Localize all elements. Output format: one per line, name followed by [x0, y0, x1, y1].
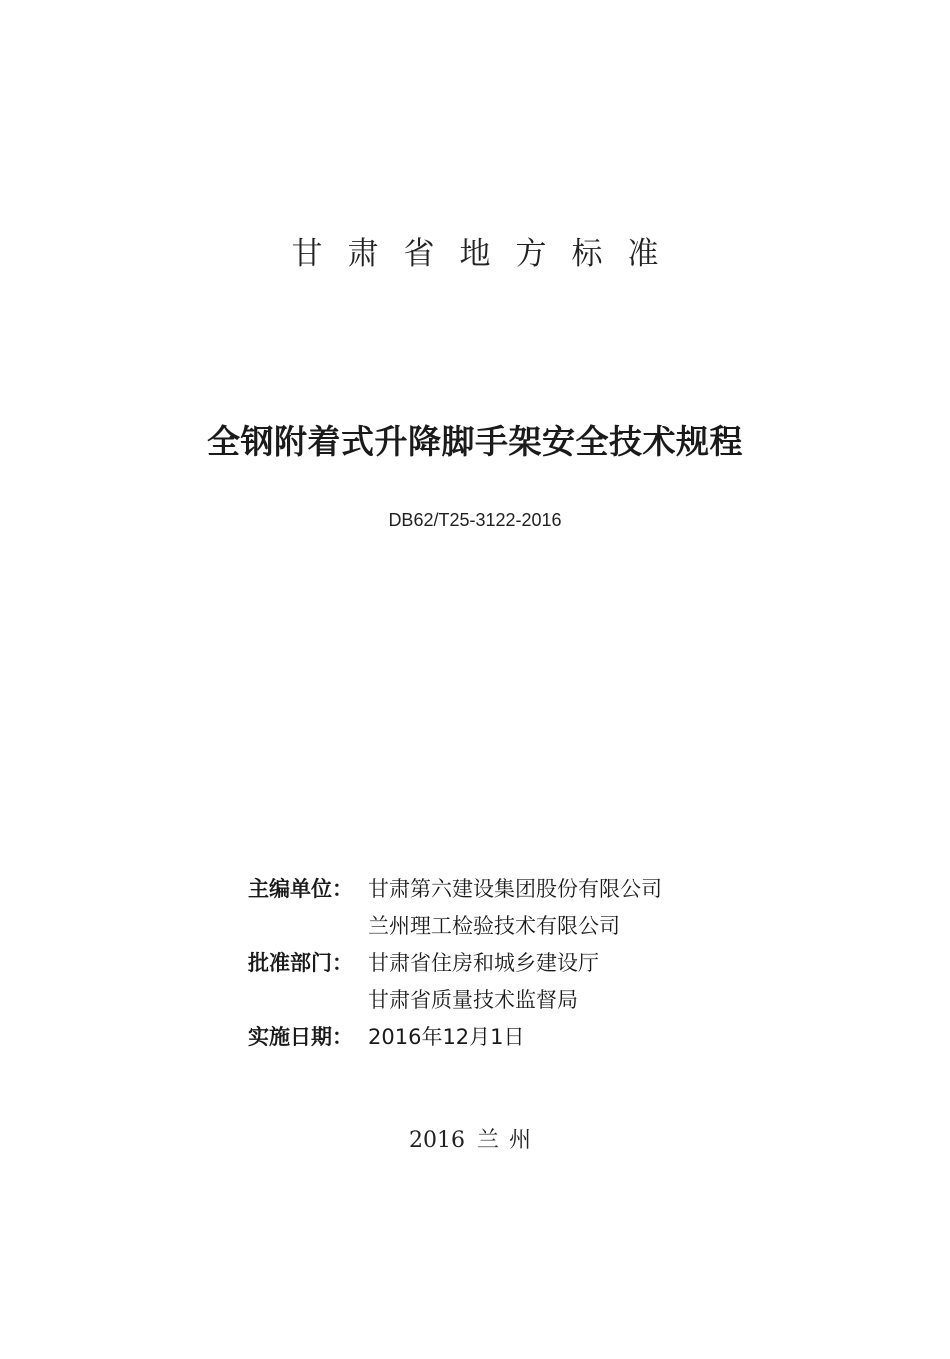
- info-value: 甘肃第六建设集团股份有限公司: [368, 877, 662, 901]
- info-row-approval-dept: [248, 945, 768, 982]
- info-label: 批准部门：: [248, 951, 353, 975]
- info-value: 甘肃省住房和城乡建设厅: [368, 951, 599, 975]
- standard-series-heading: 甘肃省地方标准: [291, 236, 684, 272]
- info-row-effective-date: [248, 1019, 768, 1056]
- info-row-co-editor: [248, 908, 768, 945]
- publication-city: 兰州: [476, 1128, 541, 1153]
- info-label: 主编单位：: [248, 877, 353, 901]
- publication-year: 2016: [408, 1128, 465, 1153]
- publication-footer: [0, 1123, 950, 1154]
- info-row-approval-dept-2: [248, 982, 768, 1019]
- info-value: 兰州理工检验技术有限公司: [368, 914, 620, 938]
- document-title: 全钢附着式升降脚手架安全技术规程: [207, 422, 743, 461]
- info-row-chief-editor: [248, 871, 768, 908]
- info-value: 甘肃省质量技术监督局: [368, 988, 578, 1012]
- publication-info: [248, 871, 768, 1056]
- info-label: 实施日期：: [248, 1025, 353, 1049]
- standard-code: DB62/T25-3122-2016: [388, 510, 562, 530]
- info-value: 2016年12月1日: [368, 1025, 525, 1049]
